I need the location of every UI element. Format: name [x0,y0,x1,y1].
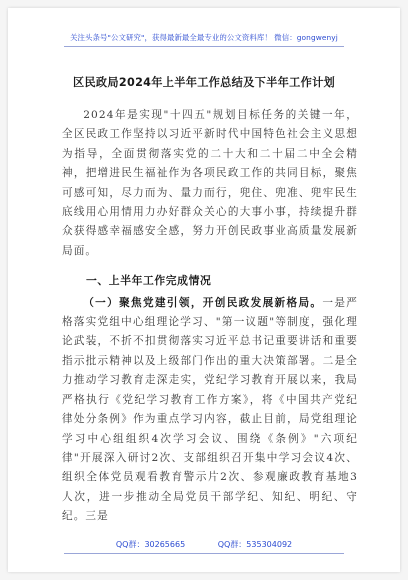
intro-paragraph: 2024年是实现"十四五"规划目标任务的关键一年，全区民政工作坚持以习近平新时代中国特色社会主义思想为指导，全面贯彻落实党的二十大和二十届二中全会精神，把增进民生福祉作为各项民政工作的共同目标，聚焦可感可知，尽力而为、量力而行，兜住、兜准、兜牢民生底线用心用情用力办好群众关心的大事小事，持续提升群众获得感幸福感安全感，努力开创民政事业高质量发展新局面。 [62,109,358,257]
document-title: 区民政局2024年上半年工作总结及下半年工作计划 [72,76,336,89]
document-body [62,106,358,527]
footer-divider [64,553,344,554]
document-page [8,8,400,572]
footer-qq-group-2: QQ群：535304092 [217,540,293,549]
subsection-body: 一是严格落实党组中心组理论学习、"第一议题"等制度，强化理论武装，不折不扣贯彻落实习近平总书记重要讲话和重要指示批示精神以及上级部门作出的重大决策部署。二是全力推动学习教育走深走实，党纪学习教育开展以来，我局严格执行《党纪学习教育工作方案》，将《中国共产党纪律处分条例》作为重点学习内容，截止目前，局党组理论学习中心组组织4次学习会议、围绕《条例》"六项纪律"开展深入研讨2次、支部组织召开集中学习会议4次、组织全体党员观看教育警示片2次、参观廉政教育基地3人次，进一步推动全局党员干部学纪、知纪、明纪、守纪。三是 [62,296,358,523]
footer-qq-group-1: QQ群：30265665 [115,540,186,549]
header-divider [64,46,344,47]
footer-contact [8,539,400,550]
header-banner: 关注头条号"公文研究"，获得最新最全最专业的公文资料库！ 微信：gongwenyj [70,33,338,42]
subsection-paragraph [62,294,358,527]
section-heading: 一、上半年工作完成情况 [86,274,212,288]
subsection-heading: （一）聚焦党建引领，开创民政发展新格局。 [83,296,323,309]
